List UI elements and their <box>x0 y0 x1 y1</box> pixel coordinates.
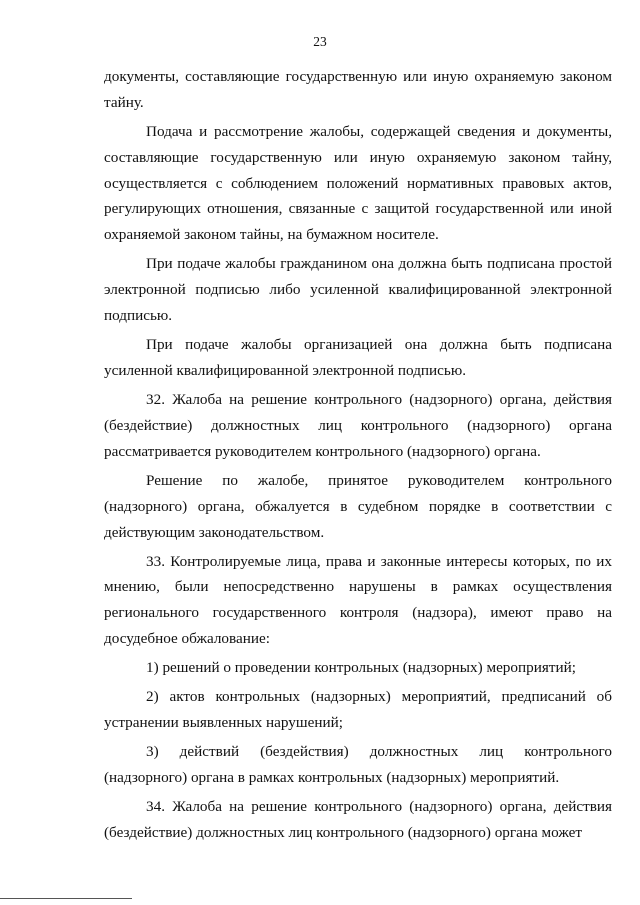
paragraph: Подача и рассмотрение жалобы, содержащей сведения и документы, составляющие государственную или иную охраняемую законом тайну, осуществляется с соблюдением положений нормативных правовых актов, регулирующих отношения, связанные с защитой государственной или иной охраняемой законом тайны, на бумажном носителе. <box>104 122 612 244</box>
paragraph-continuation: документы, составляющие государственную или иную охраняемую законом тайну. <box>104 68 612 111</box>
list-item: 3) действий (бездействия) должностных лиц контрольного (надзорного) органа в рамках контрольных (надзорных) мероприятий. <box>104 743 612 787</box>
paragraph-clause-34: 34. Жалоба на решение контрольного (надзорного) органа, действия (бездействие) должностных лиц контрольного (надзорного) органа может <box>104 798 612 842</box>
paragraph: При подаче жалобы гражданином она должна быть подписана простой электронной подписью либо усиленной квалифицированной электронной подписью. <box>104 255 612 324</box>
page-number: 23 <box>313 34 327 49</box>
paragraph-clause-32: 32. Жалоба на решение контрольного (надзорного) органа, действия (бездействие) должностных лиц контрольного (надзорного) органа рассматривается руководителем контрольного (надзорного) органа. <box>104 391 612 460</box>
list-item: 1) решений о проведении контрольных (надзорных) мероприятий; <box>146 659 576 677</box>
list-item: 2) актов контрольных (надзорных) мероприятий, предписаний об устранении выявленных нарушений; <box>104 688 612 732</box>
document-body <box>104 64 612 849</box>
footer-divider <box>0 898 132 899</box>
paragraph-clause-33: 33. Контролируемые лица, права и законные интересы которых, по их мнению, были непосредственно нарушены в рамках осуществления регионального государственного контроля (надзора), имеют право на досудебное обжалование: <box>104 552 612 648</box>
paragraph: При подаче жалобы организацией она должна быть подписана усиленной квалифицированной электронной подписью. <box>104 336 612 379</box>
paragraph: Решение по жалобе, принятое руководителем контрольного (надзорного) органа, обжалуется в судебном порядке в соответствии с действующим законодательством. <box>104 471 612 541</box>
